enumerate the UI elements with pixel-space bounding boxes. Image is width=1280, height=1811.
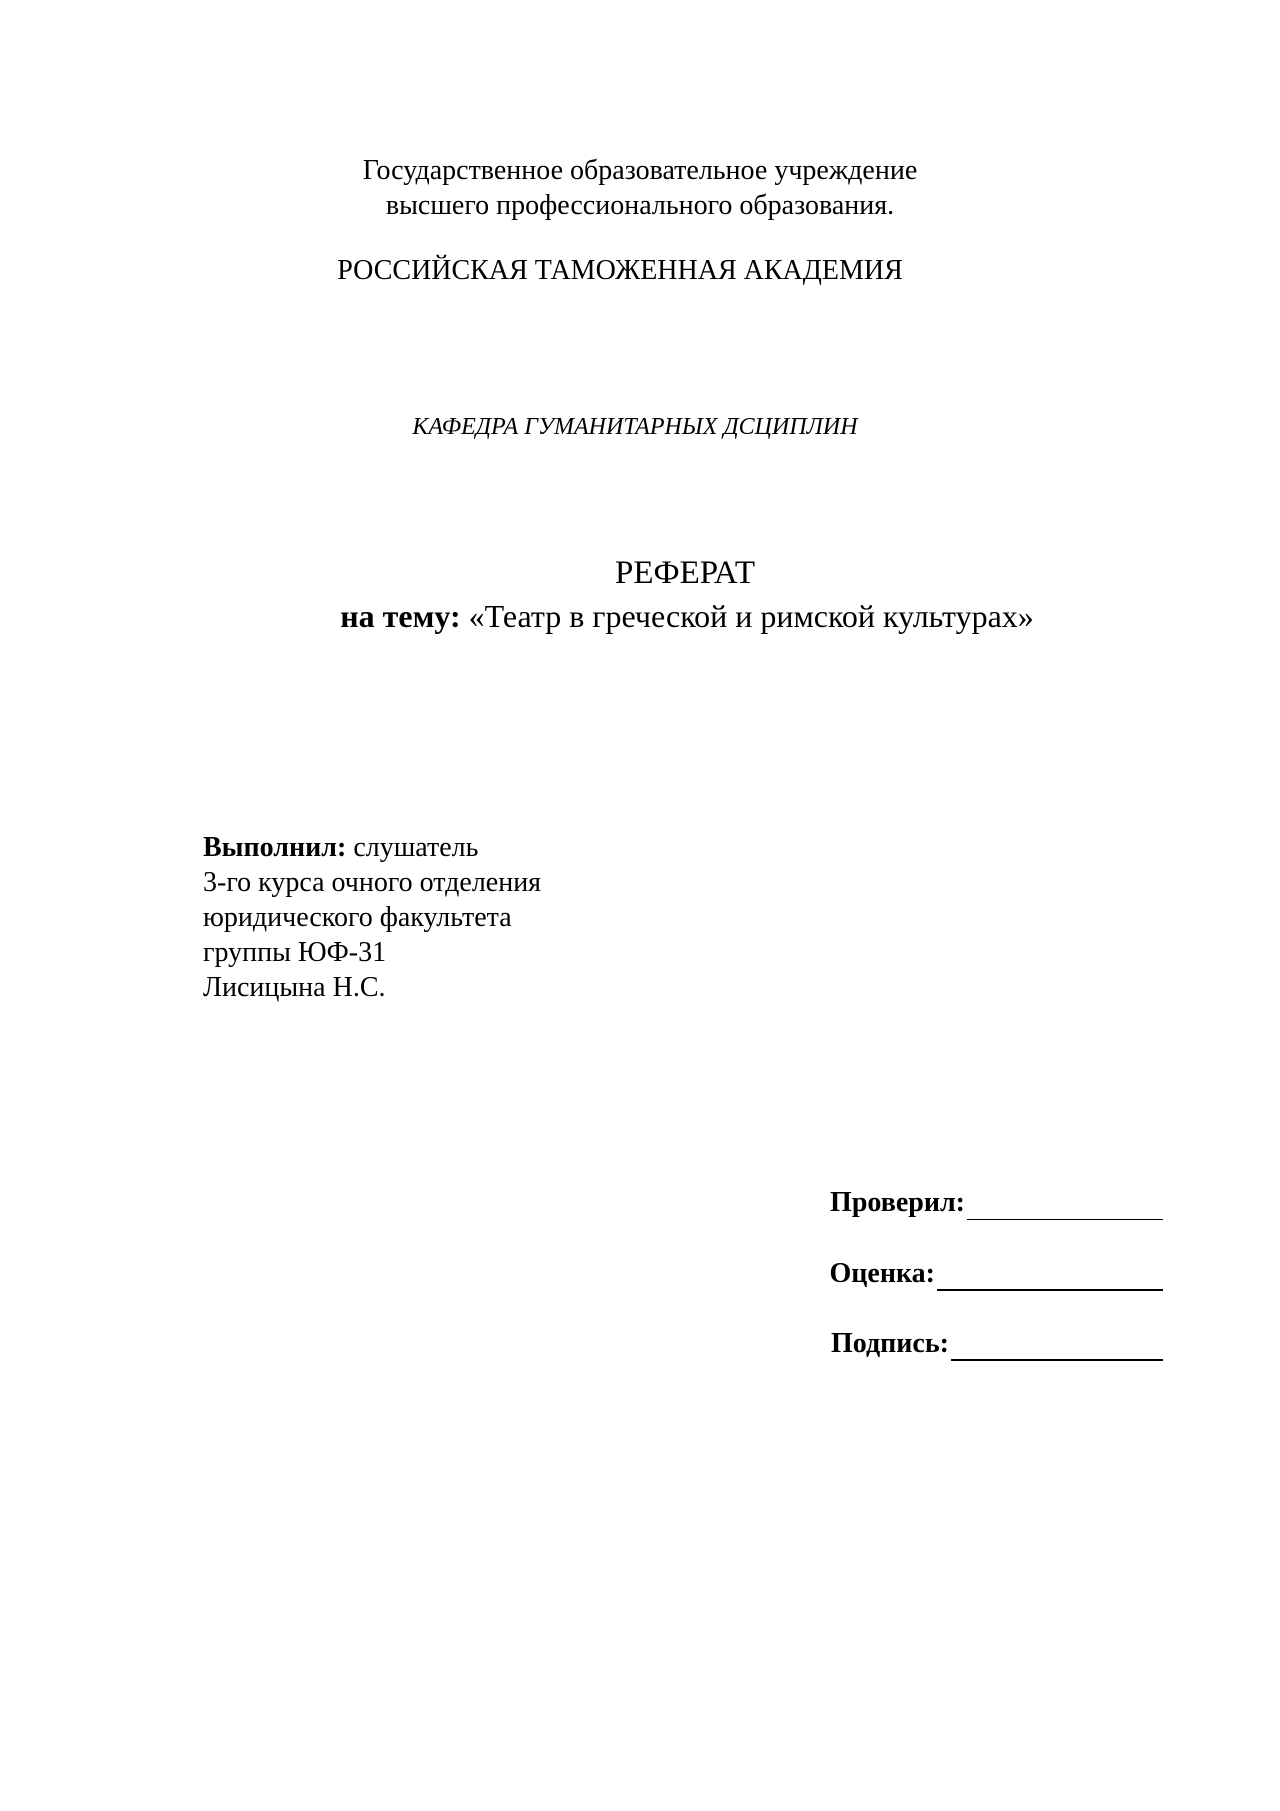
performer-role: слушатель <box>346 832 479 863</box>
topic-label: на тему: <box>340 598 461 634</box>
checked-by-line <box>967 1193 1163 1220</box>
performer-block <box>203 830 541 1005</box>
performer-faculty: юридического факультета <box>203 902 512 933</box>
signature-row <box>831 1327 1163 1361</box>
checked-by-label: Проверил: <box>830 1187 965 1218</box>
document-title: РЕФЕРАТ <box>615 555 755 591</box>
signature-line <box>951 1333 1163 1361</box>
grade-label: Оценка: <box>829 1258 935 1289</box>
department-name: КАФЕДРА ГУМАНИТАРНЫХ ДСЦИПЛИН <box>412 414 858 440</box>
institution-line-2: высшего профессионального образования. <box>385 190 895 221</box>
academy-name: РОССИЙСКАЯ ТАМОЖЕННАЯ АКАДЕМИЯ <box>337 255 903 286</box>
topic-text: «Театр в греческой и римской культурах» <box>460 598 1034 634</box>
performer-line-1 <box>203 830 541 865</box>
grade-line <box>937 1263 1163 1291</box>
document-topic <box>47 596 1280 636</box>
checked-by-row <box>830 1186 1163 1220</box>
grade-row <box>829 1257 1163 1291</box>
performer-group: группы ЮФ-31 <box>203 937 387 968</box>
performer-label: Выполнил: <box>203 832 347 863</box>
institution-line-1: Государственное образовательное учреждение <box>362 155 918 186</box>
performer-course: 3-го курса очного отделения <box>203 867 542 898</box>
performer-name: Лисицына Н.С. <box>203 972 386 1003</box>
signature-label: Подпись: <box>831 1328 949 1359</box>
